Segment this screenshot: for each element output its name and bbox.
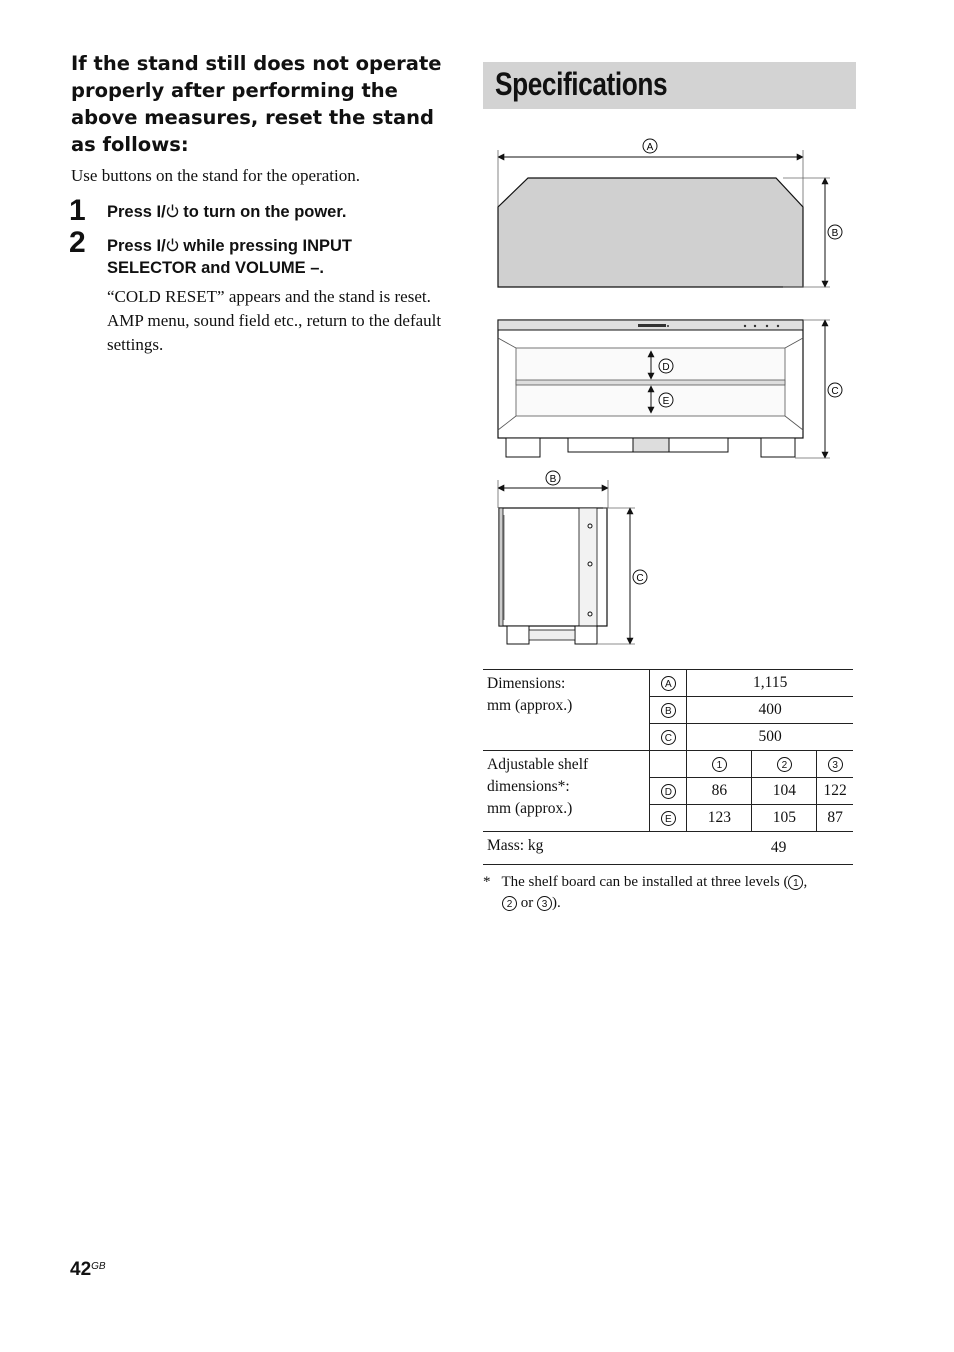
stand-top-view xyxy=(498,178,803,287)
specifications-table xyxy=(483,669,853,865)
shelf-label-2: dimensions*: xyxy=(487,778,570,795)
step-1-post: to turn on the power. xyxy=(178,203,347,221)
footnote-level-2: 2 xyxy=(502,896,517,911)
symbol-d: D xyxy=(661,784,676,799)
dimension-a-value: 1,115 xyxy=(687,670,853,697)
label-d: D xyxy=(662,362,670,373)
level-1: 1 xyxy=(712,757,727,772)
label-b-side: B xyxy=(549,474,557,485)
specifications-title: Specifications xyxy=(495,66,668,102)
stand-dimension-diagram xyxy=(483,130,863,660)
symbol-a: A xyxy=(661,676,676,691)
page-number-value: 42 xyxy=(70,1259,92,1280)
footnote-or: or xyxy=(517,895,537,911)
shelf-d-level-2: 104 xyxy=(752,778,817,805)
shelf-label-1: Adjustable shelf xyxy=(487,756,589,773)
label-e: E xyxy=(662,396,670,407)
footnote-level-3: 3 xyxy=(537,896,552,911)
step-2-number: 2 xyxy=(69,226,86,259)
footnote-text: The shelf board can be installed at three levels ( xyxy=(501,874,789,890)
mass-value: 49 xyxy=(687,832,853,865)
empty-symbol-cell xyxy=(650,751,687,778)
power-icon xyxy=(166,238,179,252)
footnote-star: * xyxy=(483,874,491,890)
step-1-text xyxy=(107,201,437,223)
level-2: 2 xyxy=(777,757,792,772)
shelf-e-level-3: 87 xyxy=(817,805,853,832)
shelf-footnote xyxy=(483,872,863,914)
symbol-b: B xyxy=(661,703,676,718)
dimension-b-value: 400 xyxy=(687,697,853,724)
shelf-label-cell xyxy=(483,751,650,832)
step-2-post: while pressing INPUT SELECTOR and VOLUME –. xyxy=(107,237,353,277)
specifications-header xyxy=(483,62,856,109)
shelf-e-level-1: 123 xyxy=(687,805,752,832)
step-2-note: “COLD RESET” appears and the stand is reset. AMP menu, sound field etc., return to the default settings. xyxy=(107,287,442,354)
step-2-text xyxy=(107,235,437,279)
symbol-c: C xyxy=(661,730,676,745)
footnote-end: ). xyxy=(552,895,561,911)
shelf-d-level-1: 86 xyxy=(687,778,752,805)
level-3: 3 xyxy=(828,757,843,772)
mass-label: Mass: kg xyxy=(483,832,687,865)
step-1-number: 1 xyxy=(69,194,86,227)
intro-text: Use buttons on the stand for the operation. xyxy=(71,166,360,185)
symbol-e: E xyxy=(661,811,676,826)
step-2-pre: Press I/ xyxy=(107,237,166,255)
dimensions-unit: mm (approx.) xyxy=(487,697,573,714)
step-1-pre: Press I/ xyxy=(107,203,166,221)
dimension-c-value: 500 xyxy=(687,724,853,751)
page-number xyxy=(70,1259,106,1281)
label-a: A xyxy=(646,142,654,153)
footnote-sep: , xyxy=(803,874,808,890)
shelf-e-level-2: 105 xyxy=(752,805,817,832)
shelf-d-level-3: 122 xyxy=(817,778,853,805)
label-b: B xyxy=(831,228,839,239)
reset-heading: If the stand still does not operate properly after performing the above measures, reset the stand as follows: xyxy=(71,52,442,156)
footnote-level-1: 1 xyxy=(788,875,803,890)
dimensions-label-cell xyxy=(483,670,650,751)
shelf-label-3: mm (approx.) xyxy=(487,800,573,817)
page-suffix: GB xyxy=(91,1261,106,1272)
power-icon xyxy=(166,204,179,218)
dimensions-label: Dimensions: xyxy=(487,675,566,692)
label-c: C xyxy=(831,386,839,397)
label-c-side: C xyxy=(636,573,644,584)
